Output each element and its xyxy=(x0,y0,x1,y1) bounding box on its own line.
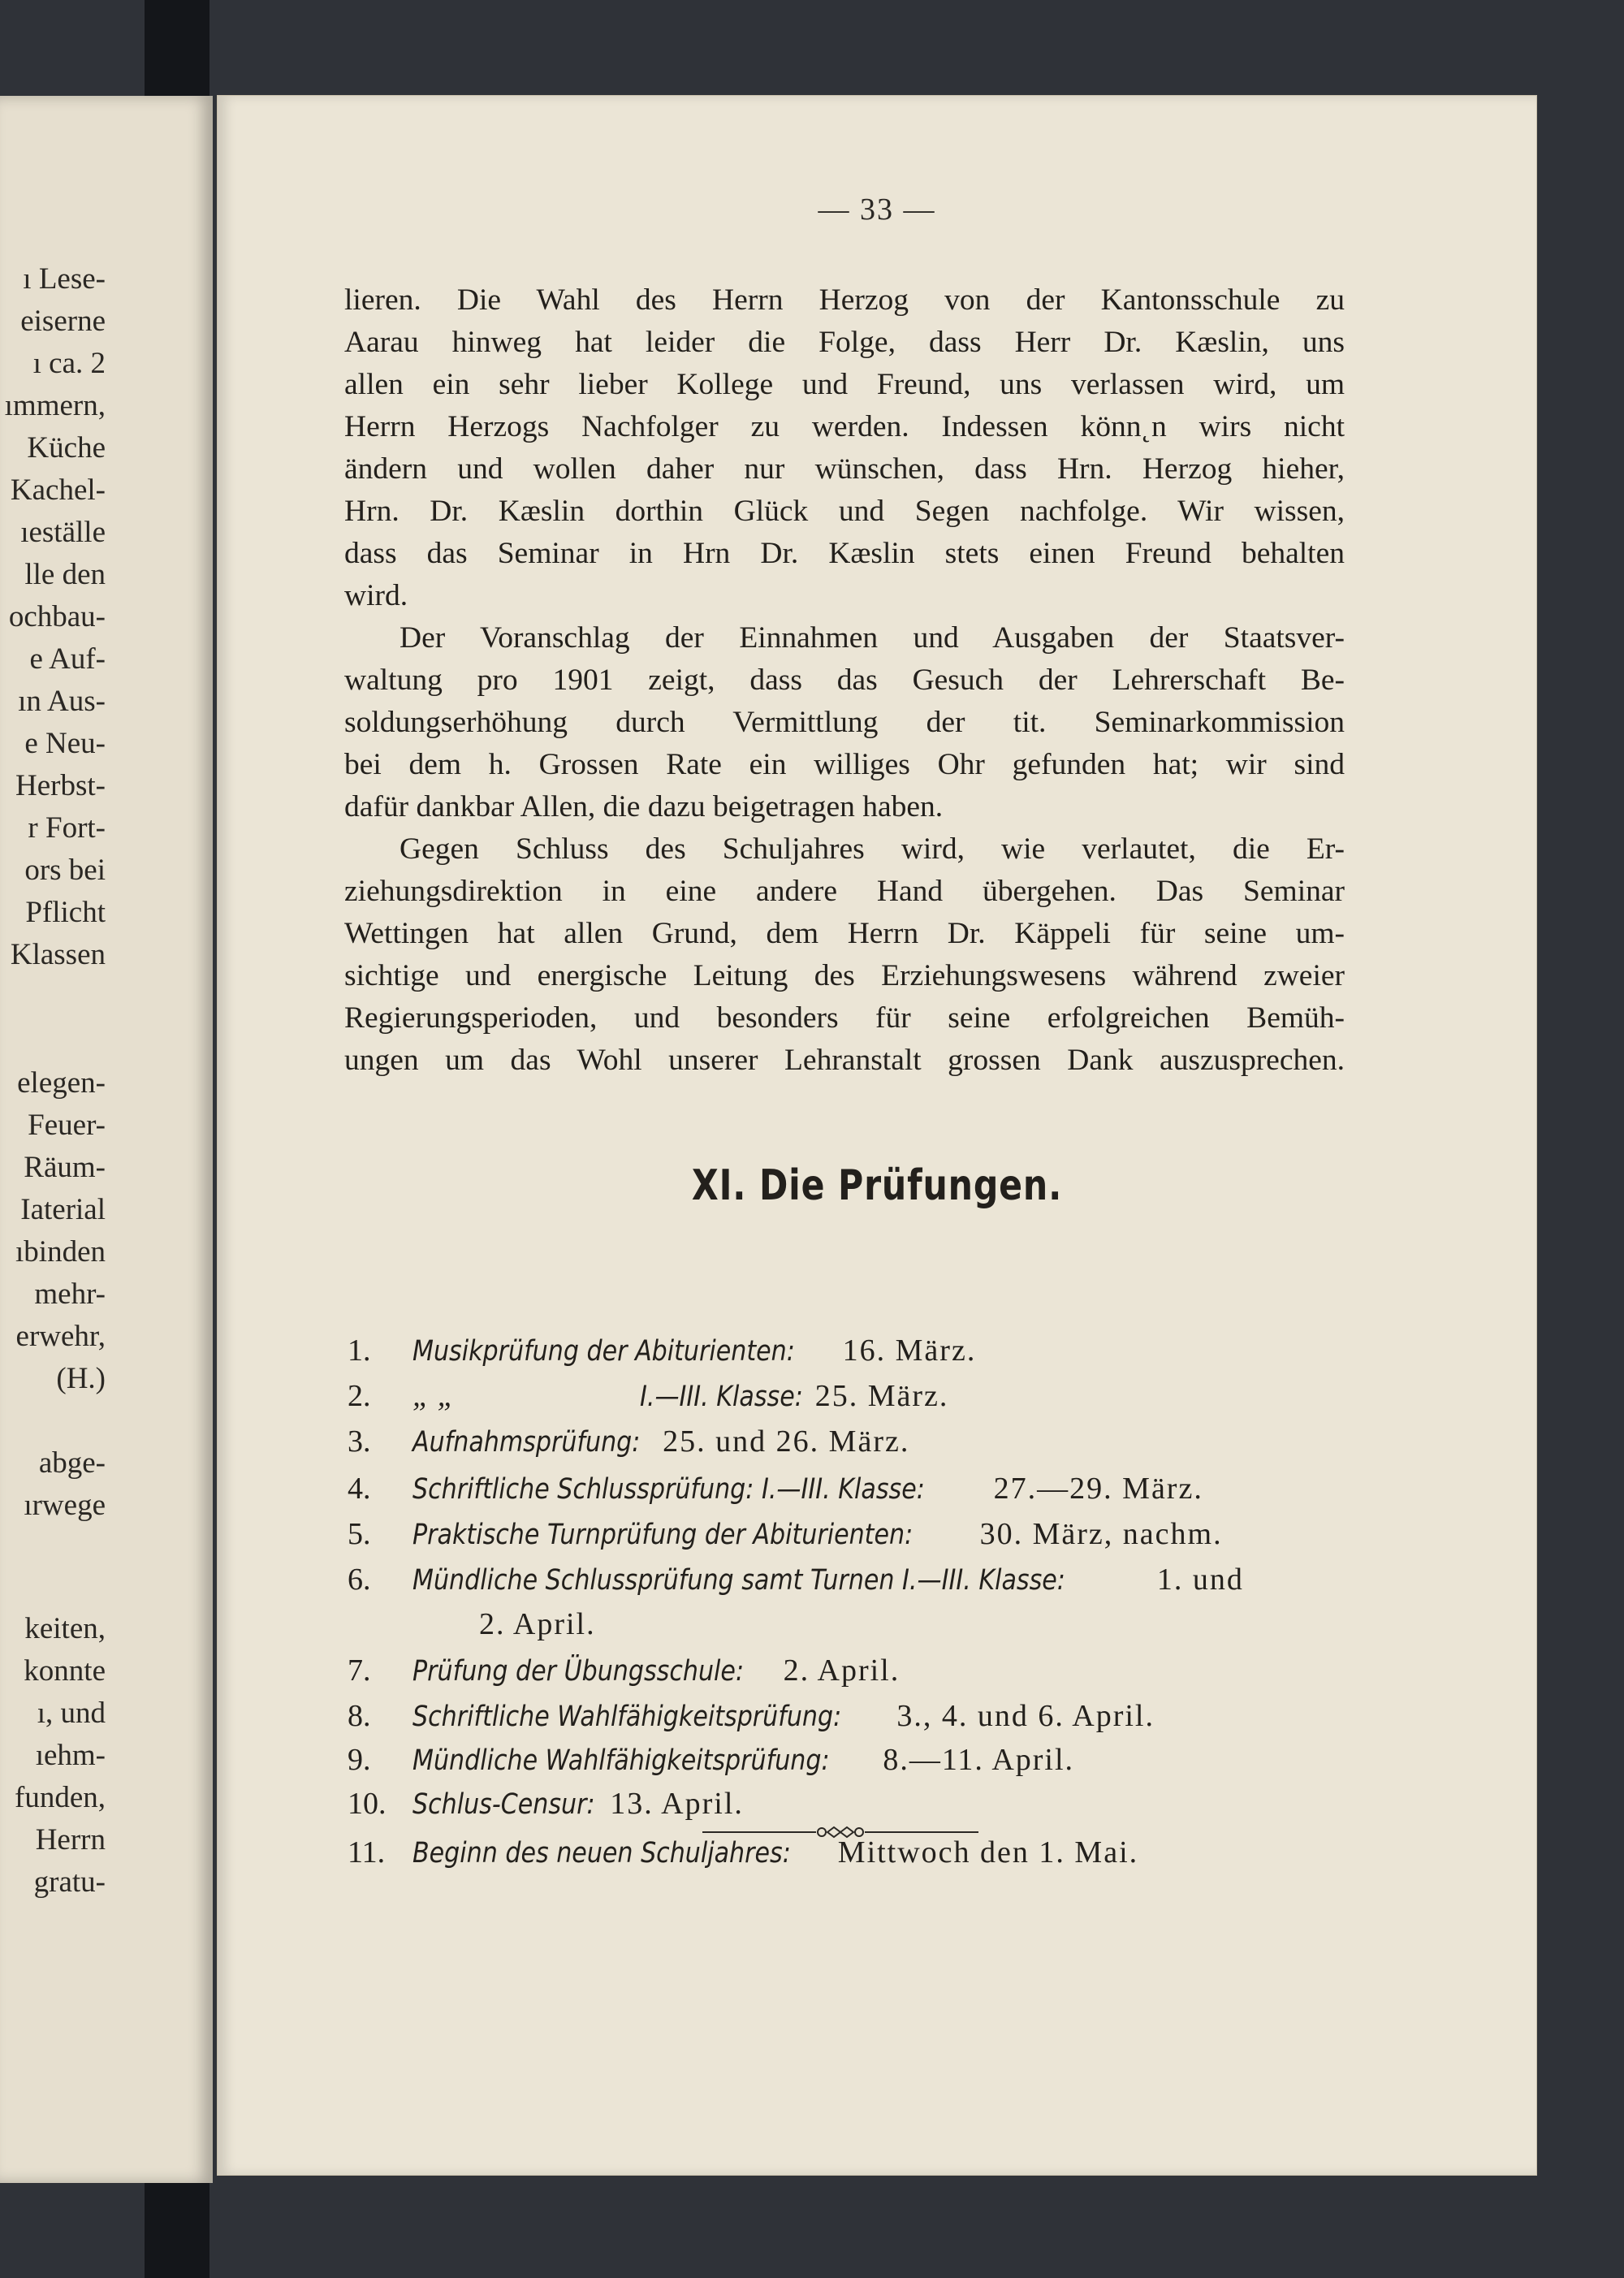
exam-list-item xyxy=(348,1692,1155,1738)
exam-title: Schriftliche Schlussprüfung: I.—III. Klasse: xyxy=(412,1473,925,1506)
paragraph-line: Aarau hinweg hat leider die Folge, dass Herr Dr. Kæslin, uns xyxy=(344,326,1345,359)
left-page-line: Klassen xyxy=(10,938,106,971)
exam-list-item xyxy=(348,1511,1223,1556)
exam-date-continuation: 2. April. xyxy=(479,1607,596,1641)
exam-date: 1. und xyxy=(1156,1563,1244,1597)
left-page-line: gratu- xyxy=(33,1865,106,1899)
paragraph-line: ungen um das Wohl unserer Lehranstalt grossen Dank auszusprechen. xyxy=(344,1044,1345,1077)
exam-list-item xyxy=(348,1465,1203,1511)
paragraph-line: Herrn Herzogs Nachfolger zu werden. Indessen könn˛n wirs nicht xyxy=(344,410,1345,443)
exam-title: Prüfung der Übungsschule: xyxy=(412,1655,745,1688)
left-page-line: ıeställe xyxy=(20,516,106,549)
left-page-line: lle den xyxy=(24,558,106,591)
left-page-line: Herbst- xyxy=(15,769,106,802)
exam-list-item xyxy=(348,1372,948,1418)
page-number: — 33 — xyxy=(818,192,936,227)
exam-date: 25. und 26. März. xyxy=(663,1424,910,1459)
paragraph-line: Gegen Schluss des Schuljahres wird, wie verlautet, die Er- xyxy=(400,832,1345,866)
left-page-line: ırwege xyxy=(24,1489,106,1522)
left-page-line: (H.) xyxy=(56,1362,106,1395)
exam-date: 3., 4. und 6. April. xyxy=(896,1699,1155,1733)
paragraph-line: dass das Seminar in Hrn Dr. Kæslin stets einen Freund behalten xyxy=(344,537,1345,570)
left-page-line: Feuer- xyxy=(28,1109,106,1142)
left-page-line: ı, und xyxy=(37,1697,106,1730)
left-page-line: Pflicht xyxy=(25,896,106,929)
exam-number: 5. xyxy=(348,1517,371,1551)
exam-number: 9. xyxy=(348,1743,371,1777)
exam-title: Musikprüfung der Abiturienten: xyxy=(412,1335,795,1368)
main-page xyxy=(218,96,1536,2175)
paragraph-line: wird. xyxy=(344,579,408,612)
left-page-line: Herrn xyxy=(35,1823,106,1857)
paragraph-line: bei dem h. Grossen Rate ein williges Ohr gefunden hat; wir sind xyxy=(344,748,1345,781)
ditto-marks: „ „ xyxy=(412,1379,455,1413)
paragraph-line: Wettingen hat allen Grund, dem Herrn Dr. Käppeli für seine um- xyxy=(344,917,1345,950)
left-page-line: abge- xyxy=(38,1446,106,1480)
exam-date: 16. März. xyxy=(842,1334,977,1368)
exam-date: 30. März, nachm. xyxy=(979,1517,1223,1551)
exam-title: Aufnahmsprüfung: xyxy=(412,1426,641,1459)
left-page-line: erwehr, xyxy=(15,1320,106,1353)
left-page-line: elegen- xyxy=(17,1066,106,1100)
paragraph-line: ziehungsdirektion in eine andere Hand übergehen. Das Seminar xyxy=(344,875,1345,908)
section-heading: XI. Die Prüfungen. xyxy=(691,1161,1063,1210)
left-page-line: ors bei xyxy=(24,854,106,887)
exam-list-item xyxy=(348,1418,909,1463)
left-page-line: e Auf- xyxy=(29,642,106,676)
left-page-line: r Fort- xyxy=(28,811,106,845)
exam-title: Praktische Turnprüfung der Abiturienten: xyxy=(412,1519,914,1551)
exam-number: 10. xyxy=(348,1787,387,1821)
exam-number: 6. xyxy=(348,1563,371,1597)
paragraph-line: waltung pro 1901 zeigt, dass das Gesuch der Lehrerschaft Be- xyxy=(344,664,1345,697)
exam-date: 25. März. xyxy=(814,1379,949,1413)
exam-number: 2. xyxy=(348,1379,371,1413)
left-page-line: ın Aus- xyxy=(18,685,106,718)
exam-list-item xyxy=(348,1736,1074,1782)
exam-number: 7. xyxy=(348,1653,371,1688)
exam-date: 2. April. xyxy=(783,1653,901,1688)
left-page-line: keiten, xyxy=(24,1612,106,1645)
exam-number: 11. xyxy=(348,1835,386,1870)
exam-title: Beginn des neuen Schuljahres: xyxy=(412,1837,791,1870)
paragraph-line: Hrn. Dr. Kæslin dorthin Glück und Segen nachfolge. Wir wissen, xyxy=(344,495,1345,528)
left-page-line: ochbau- xyxy=(8,600,106,633)
exam-list-item xyxy=(348,1780,744,1826)
left-page-line: eiserne xyxy=(20,305,106,338)
left-page-line: konnte xyxy=(24,1654,106,1688)
exam-number: 1. xyxy=(348,1334,371,1368)
exam-date: 27.—29. März. xyxy=(993,1472,1203,1506)
exam-date: Mittwoch den 1. Mai. xyxy=(837,1835,1139,1870)
exam-number: 4. xyxy=(348,1472,371,1506)
paragraph-line: dafür dankbar Allen, die dazu beigetragen haben. xyxy=(344,790,944,823)
exam-date: 13. April. xyxy=(610,1787,744,1821)
exam-title: Mündliche Wahlfähigkeitsprüfung: xyxy=(412,1744,830,1777)
left-page-line: ıehm- xyxy=(35,1739,106,1772)
exam-title: Schriftliche Wahlfähigkeitsprüfung: xyxy=(412,1701,842,1733)
paragraph-line: ändern und wollen daher nur wünschen, dass Hrn. Herzog hieher, xyxy=(344,452,1345,486)
paragraph-line: sichtige und energische Leitung des Erziehungswesens während zweier xyxy=(344,959,1345,992)
paragraph-line: allen ein sehr lieber Kollege und Freund, uns verlassen wird, um xyxy=(344,368,1345,401)
end-ornament xyxy=(702,1822,978,1842)
left-page-line: funden, xyxy=(15,1781,106,1814)
left-page-line: ımmern, xyxy=(4,389,106,422)
exam-title: Schlus-Censur: xyxy=(412,1788,595,1821)
paragraph-line: lieren. Die Wahl des Herrn Herzog von der Kantonsschule zu xyxy=(344,283,1345,317)
left-page-line: e Neu- xyxy=(24,727,106,760)
left-page-line: Räum- xyxy=(24,1151,106,1184)
left-page-line: Iaterial xyxy=(20,1193,106,1226)
left-page-line: Kachel- xyxy=(10,473,106,507)
exam-list-item xyxy=(348,1556,1244,1602)
paragraph-line: soldungserhöhung durch Vermittlung der tit. Seminarkommission xyxy=(344,706,1345,739)
exam-number: 3. xyxy=(348,1424,371,1459)
left-page-line: ı Lese- xyxy=(23,262,106,296)
left-page-line: Küche xyxy=(27,431,106,465)
paragraph-line: Regierungsperioden, und besonders für seine erfolgreichen Bemüh- xyxy=(344,1001,1345,1035)
exam-title: Mündliche Schlussprüfung samt Turnen I.—III. Klasse: xyxy=(412,1564,1065,1597)
left-page-line: ıbinden xyxy=(15,1235,106,1269)
exam-date: 8.—11. April. xyxy=(883,1743,1075,1777)
paragraph-line: Der Voranschlag der Einnahmen und Ausgaben der Staatsver- xyxy=(400,621,1345,655)
exam-number: 8. xyxy=(348,1699,371,1733)
exam-list-item xyxy=(348,1327,976,1372)
exam-title: I.—III. Klasse: xyxy=(640,1381,803,1413)
exam-list-item xyxy=(348,1647,900,1692)
left-page-line: mehr- xyxy=(34,1277,106,1311)
left-page-line: ı ca. 2 xyxy=(32,347,106,380)
left-facing-page xyxy=(0,96,213,2183)
